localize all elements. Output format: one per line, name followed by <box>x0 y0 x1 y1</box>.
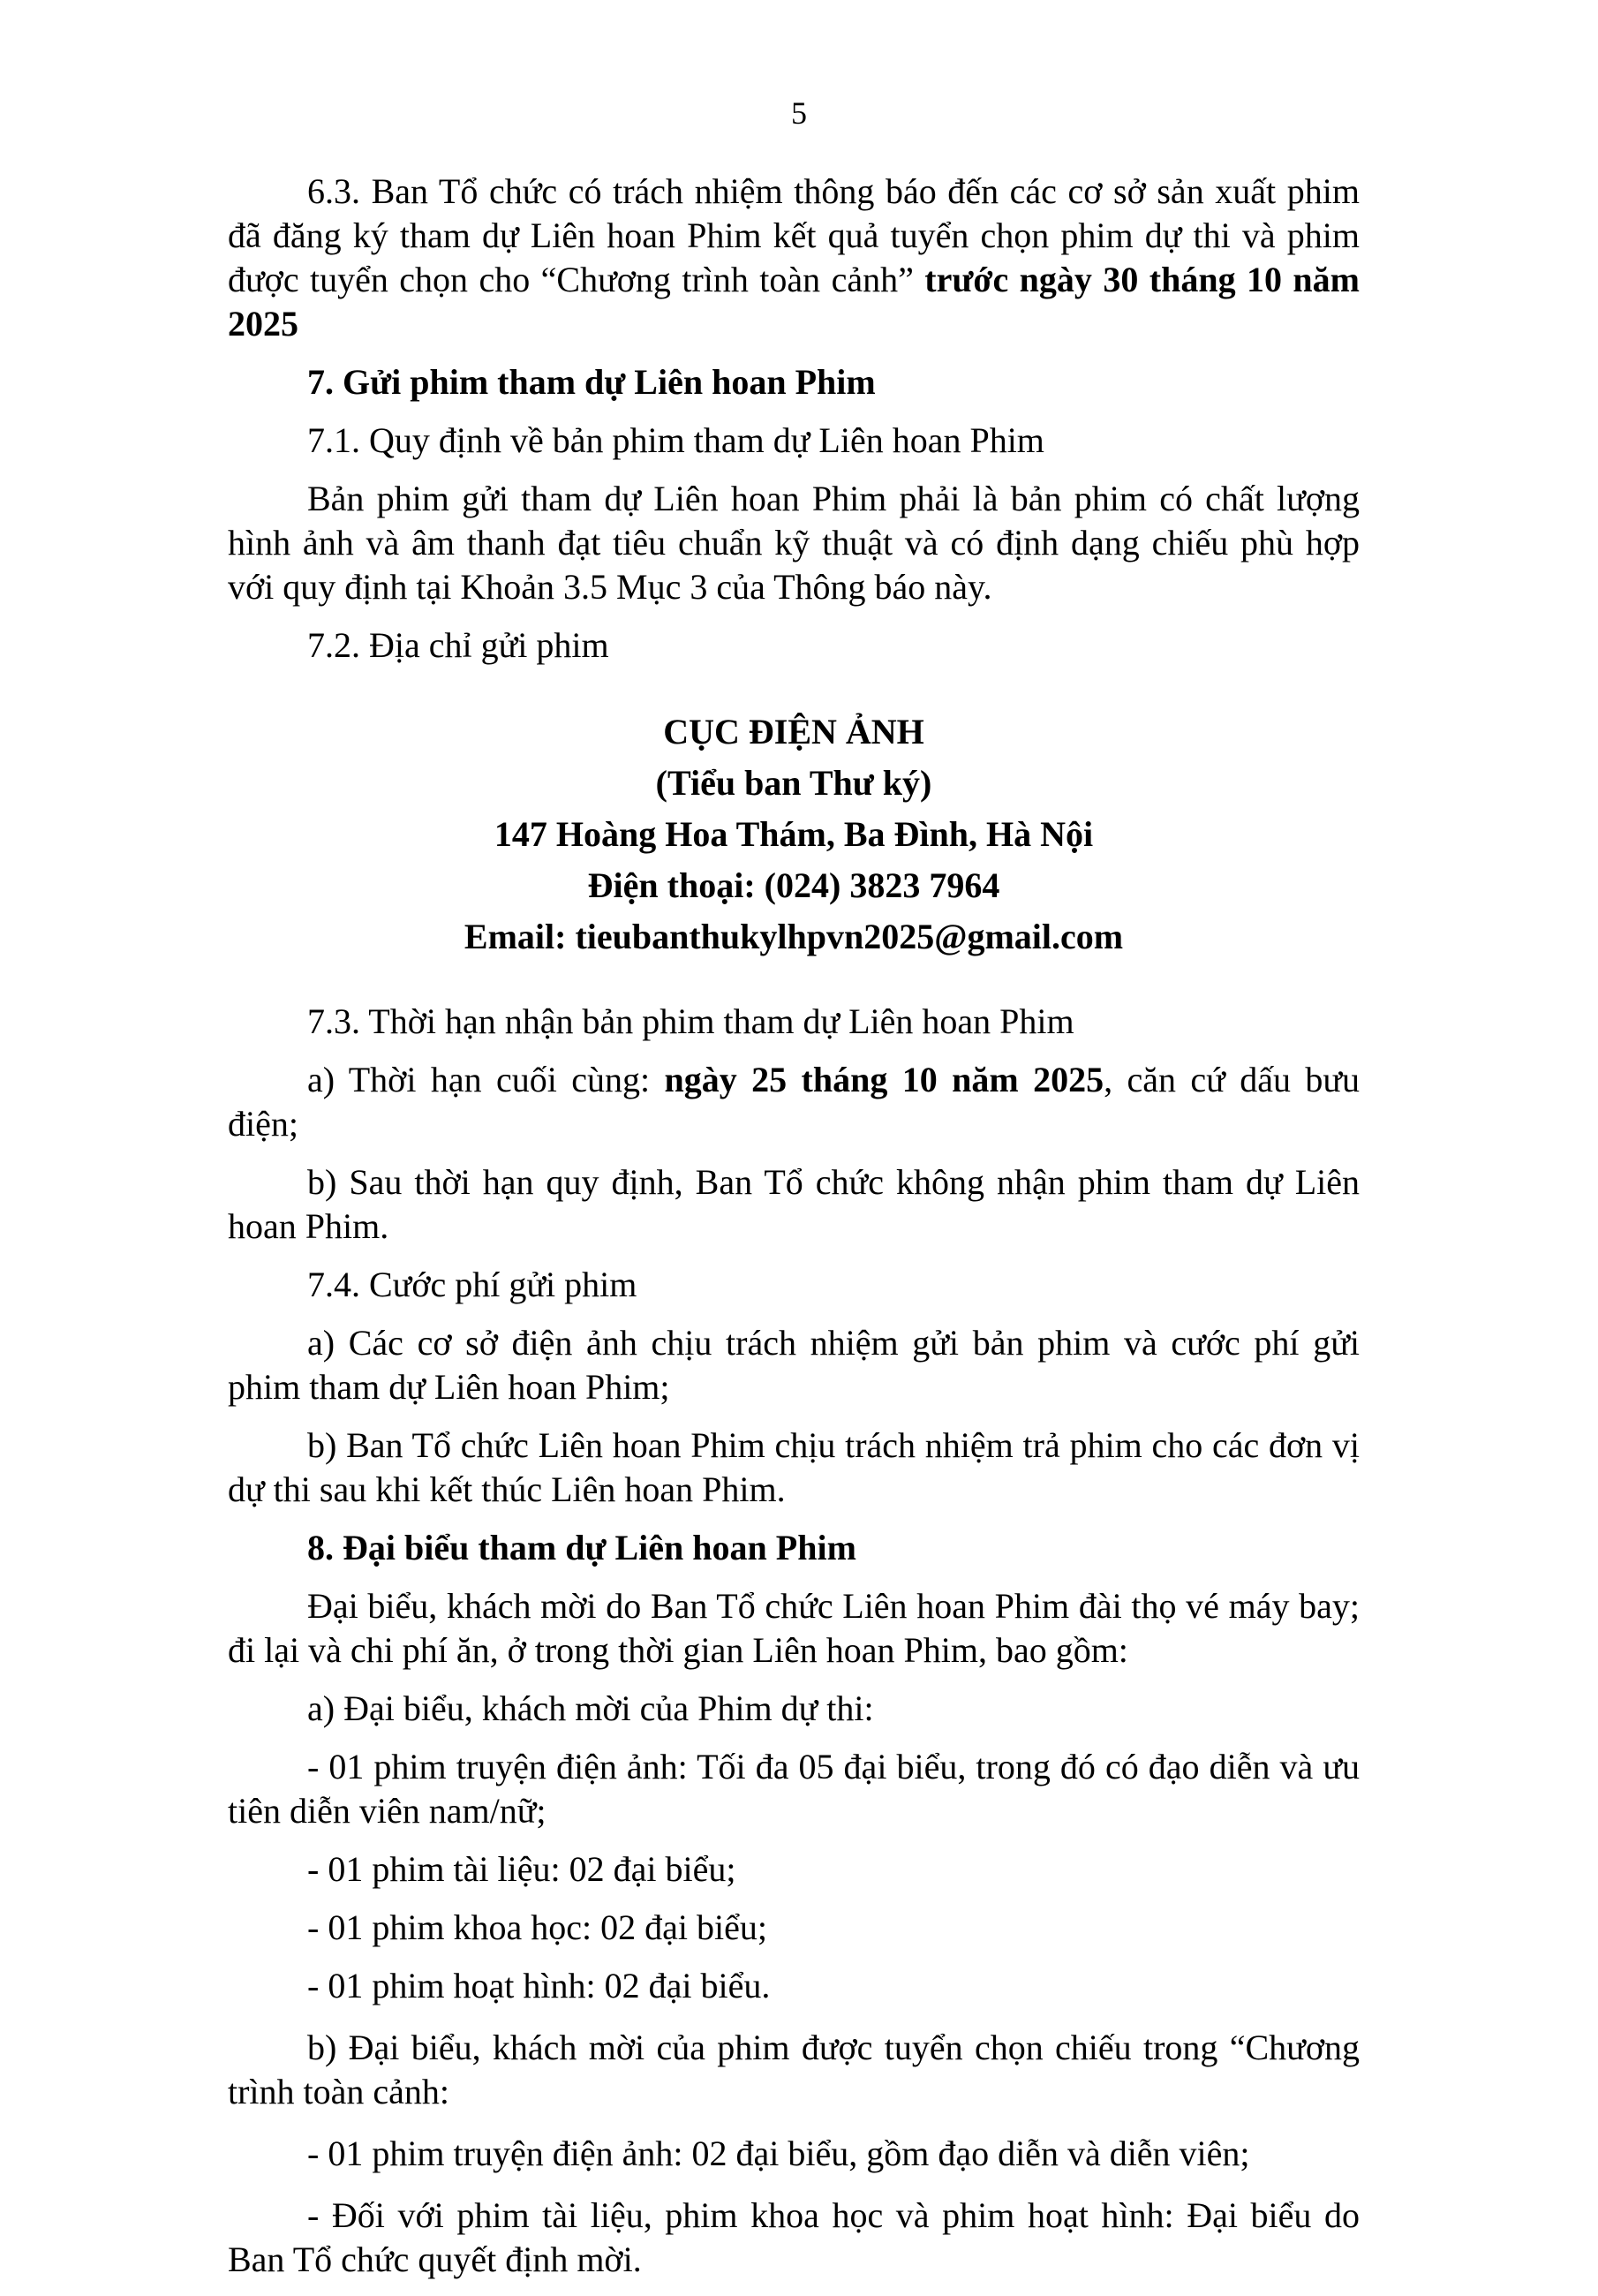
page-number: 5 <box>791 95 807 131</box>
list-item: - 01 phim truyện điện ảnh: 02 đại biểu, gồm đạo diễn và diễn viên; <box>307 2134 1250 2173</box>
section-7-2-title: 7.2. Địa chỉ gửi phim <box>307 625 609 665</box>
section-7-1-title: 7.1. Quy định về bản phim tham dự Liên hoan Phim <box>307 420 1044 460</box>
section-8-item-a-title: a) Đại biểu, khách mời của Phim dự thi: <box>307 1688 874 1728</box>
list-item: - 01 phim khoa học: 02 đại biểu; <box>307 1907 768 1947</box>
section-7-3-item-a-post: , căn cứ dấu bưu điện; <box>228 1060 1361 1144</box>
address-street: 147 Hoàng Hoa Thám, Ba Đình, Hà Nội <box>494 814 1094 854</box>
section-7-3-title: 7.3. Thời hạn nhận bản phim tham dự Liên hoan Phim <box>307 1001 1074 1041</box>
section-7-4-item-a: a) Các cơ sở điện ảnh chịu trách nhiệm gửi bản phim và cước phí gửi phim tham dự Liên hoan Phim; <box>228 1323 1360 1407</box>
section-7-3-item-b: b) Sau thời hạn quy định, Ban Tổ chức không nhận phim tham dự Liên hoan Phim. <box>228 1162 1360 1246</box>
section-7-heading: 7. Gửi phim tham dự Liên hoan Phim <box>307 362 876 402</box>
list-item: - 01 phim truyện điện ảnh: Tối đa 05 đại biểu, trong đó có đạo diễn và ưu tiên diễn viên nam/nữ; <box>228 1747 1360 1831</box>
address-phone: Điện thoại: (024) 3823 7964 <box>587 865 1000 905</box>
section-8-heading: 8. Đại biểu tham dự Liên hoan Phim <box>307 1528 856 1567</box>
address-organization: CỤC ĐIỆN ẢNH <box>663 712 924 751</box>
section-7-4-title: 7.4. Cước phí gửi phim <box>307 1265 637 1304</box>
mailing-address-block <box>228 706 1360 963</box>
section-7-3-item-a <box>228 1058 1360 1146</box>
section-8-intro: Đại biểu, khách mời do Ban Tổ chức Liên hoan Phim đài thọ vé máy bay; đi lại và chi phí ăn, ở trong thời gian Liên hoan Phim, bao gồm: <box>228 1586 1360 1670</box>
list-item: - 01 phim tài liệu: 02 đại biểu; <box>307 1849 736 1889</box>
section-6-3-deadline: trước ngày 30 tháng 10 năm 2025 <box>228 260 1360 344</box>
address-department: (Tiểu ban Thư ký) <box>655 763 932 803</box>
section-7-3-item-a-pre: a) Thời hạn cuối cùng: <box>307 1060 665 1099</box>
section-7-3-deadline: ngày 25 tháng 10 năm 2025 <box>664 1060 1104 1099</box>
list-item: - Đối với phim tài liệu, phim khoa học và phim hoạt hình: Đại biểu do Ban Tổ chức quyết định mời. <box>228 2195 1360 2279</box>
address-email: Email: tieubanthukylhpvn2025@gmail.com <box>464 917 1124 956</box>
list-item: - 01 phim hoạt hình: 02 đại biểu. <box>307 1966 771 2005</box>
section-7-4-item-b: b) Ban Tổ chức Liên hoan Phim chịu trách nhiệm trả phim cho các đơn vị dự thi sau khi kết thúc Liên hoan Phim. <box>228 1425 1360 1509</box>
section-6-3-paragraph <box>228 170 1360 346</box>
section-7-1-body: Bản phim gửi tham dự Liên hoan Phim phải là bản phim có chất lượng hình ảnh và âm thanh đạt tiêu chuẩn kỹ thuật và có định dạng chiếu phù hợp với quy định tại Khoản 3.5 Mục 3 của Thông báo này. <box>228 479 1360 607</box>
document-body <box>228 170 1360 2296</box>
section-8-item-b-title: b) Đại biểu, khách mời của phim được tuyển chọn chiếu trong “Chương trình toàn cảnh: <box>228 2028 1360 2111</box>
section-6-3-text: 6.3. Ban Tổ chức có trách nhiệm thông báo đến các cơ sở sản xuất phim đã đăng ký tham dự Liên hoan Phim kết quả tuyển chọn phim dự thi và phim được tuyển chọn cho “Chương trình toàn cảnh” <box>228 171 1360 299</box>
